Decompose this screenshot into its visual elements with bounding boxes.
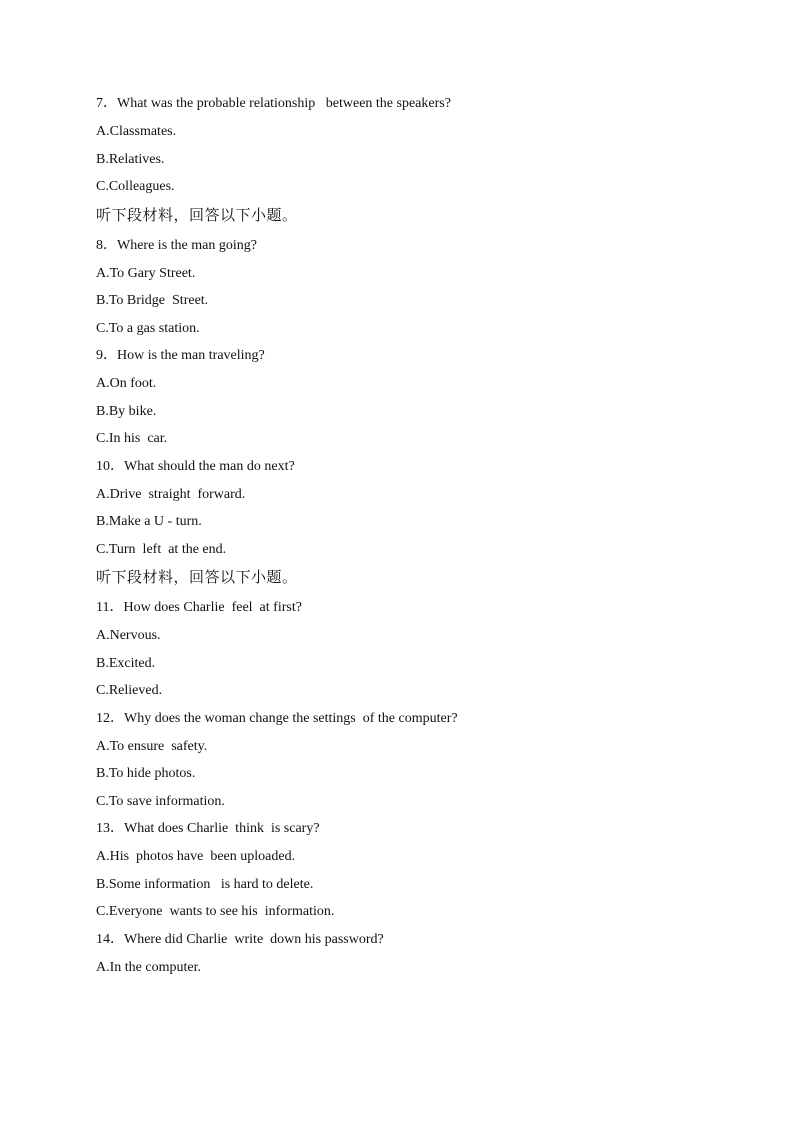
question-14: 14．Where did Charlie write down his password? <box>96 931 384 947</box>
question-12: 12．Why does the woman change the settings of the computer? <box>96 710 458 726</box>
option-13b: B.Some information is hard to delete. <box>96 876 314 892</box>
question-8: 8．Where is the man going? <box>96 237 257 253</box>
option-10a: A.Drive straight forward. <box>96 486 246 502</box>
option-10c: C.Turn left at the end. <box>96 541 227 557</box>
option-7c: C.Colleagues. <box>96 179 175 194</box>
option-13c: C.Everyone wants to see his information. <box>96 904 335 919</box>
option-13a: A.His photos have been uploaded. <box>96 849 296 864</box>
section-instruction: 听下段材料，回答以下小题。 <box>96 205 298 224</box>
option-11a: A.Nervous. <box>96 628 161 643</box>
question-9: 9．How is the man traveling? <box>96 348 265 363</box>
question-11: 11．How does Charlie feel at first? <box>96 600 302 615</box>
option-12b: B.To hide photos. <box>96 766 196 781</box>
option-10b: B.Make a U - turn. <box>96 514 202 529</box>
option-12c: C.To save information. <box>96 793 225 809</box>
section-instruction: 听下段材料，回答以下小题。 <box>96 568 298 586</box>
option-11b: B.Excited. <box>96 655 156 671</box>
option-9b: B.By bike. <box>96 403 157 419</box>
question-10: 10．What should the man do next? <box>96 458 295 474</box>
option-7b: B.Relatives. <box>96 151 165 167</box>
option-9c: C.In his car. <box>96 431 168 446</box>
document-page <box>96 94 716 985</box>
option-7a: A.Classmates. <box>96 124 177 139</box>
question-7: 7．What was the probable relationship between the speakers? <box>96 96 451 111</box>
question-13: 13．What does Charlie think is scary? <box>96 821 320 836</box>
option-12a: A.To ensure safety. <box>96 738 208 754</box>
option-8a: A.To Gary Street. <box>96 265 196 281</box>
option-9a: A.On foot. <box>96 376 157 391</box>
option-8b: B.To Bridge Street. <box>96 293 209 308</box>
option-14a: A.In the computer. <box>96 959 201 975</box>
option-8c: C.To a gas station. <box>96 320 200 336</box>
option-11c: C.Relieved. <box>96 683 163 698</box>
